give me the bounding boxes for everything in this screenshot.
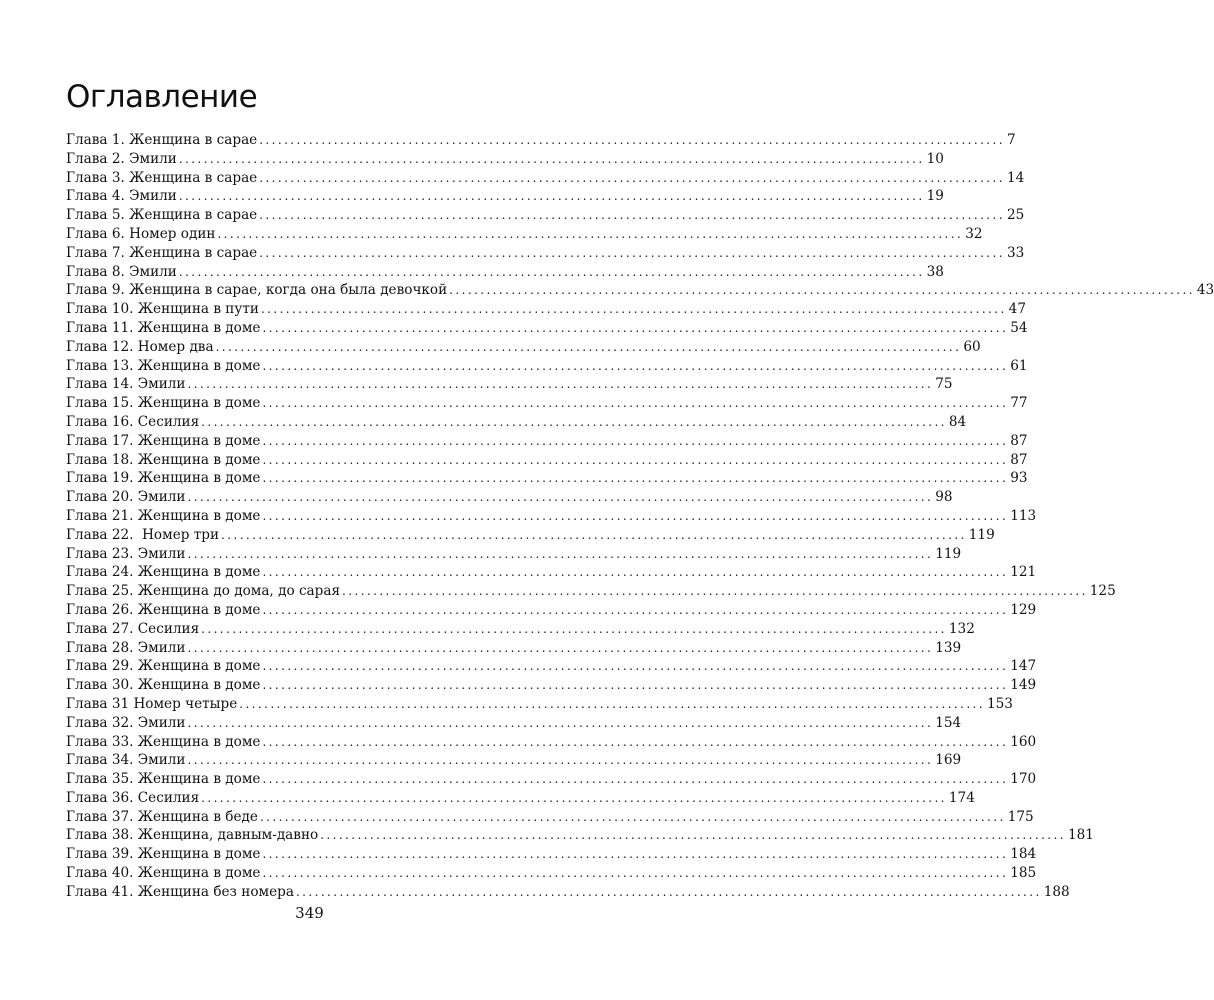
toc-entry bbox=[66, 187, 944, 206]
toc-leader-dots: ........................................................................................................................ bbox=[262, 772, 1009, 787]
toc-entry-page: 139 bbox=[935, 639, 962, 656]
toc-entry-label: Глава 38. Женщина, давным-давно bbox=[66, 827, 319, 844]
toc-leader-dots: ........................................................................................................................ bbox=[259, 170, 1005, 185]
toc-entry-label: Глава 2. Эмили bbox=[66, 150, 177, 167]
toc-entry-label: Глава 18. Женщина в доме bbox=[66, 451, 261, 468]
toc-leader-dots: ........................................................................................................................ bbox=[187, 715, 934, 730]
toc-entry-label: Глава 13. Женщина в доме bbox=[66, 357, 261, 374]
toc-entry bbox=[66, 338, 981, 357]
toc-entry-page: 147 bbox=[1010, 658, 1037, 675]
toc-entry-page: 160 bbox=[1010, 733, 1037, 750]
toc-entry-page: 77 bbox=[1010, 395, 1028, 412]
toc-entry bbox=[66, 300, 1026, 319]
toc-entry bbox=[66, 244, 1025, 263]
toc-leader-dots: ........................................................................................................................ bbox=[201, 414, 947, 429]
toc-entry-page: 33 bbox=[1006, 244, 1025, 261]
toc-entry bbox=[66, 169, 1025, 188]
toc-leader-dots: ........................................................................................................................ bbox=[201, 790, 947, 805]
toc-entry bbox=[66, 451, 1028, 470]
toc-entry-label: Глава 9. Женщина в сарае, когда она была девочкой bbox=[66, 282, 448, 299]
toc-entry-page: 121 bbox=[1010, 564, 1037, 581]
toc-entry bbox=[66, 225, 983, 244]
toc-entry-label: Глава 15. Женщина в доме bbox=[66, 395, 261, 412]
toc-entry-label: Глава 40. Женщина в доме bbox=[66, 865, 261, 882]
toc-leader-dots: ........................................................................................................................ bbox=[239, 696, 985, 711]
toc-entry bbox=[66, 864, 1037, 883]
toc-leader-dots: ........................................................................................................................ bbox=[262, 320, 1009, 335]
toc-entry bbox=[66, 319, 1028, 338]
toc-entry bbox=[66, 563, 1037, 582]
toc-entry-label: Глава 20. Эмили bbox=[66, 489, 186, 506]
toc-entry bbox=[66, 845, 1037, 864]
toc-entry-page: 38 bbox=[926, 263, 944, 280]
toc-leader-dots: ........................................................................................................................ bbox=[178, 151, 925, 166]
toc-entry bbox=[66, 714, 962, 733]
toc-entry-page: 60 bbox=[963, 338, 981, 355]
toc-entry-page: 174 bbox=[948, 789, 975, 806]
toc-leader-dots: ........................................................................................................................ bbox=[259, 809, 1006, 824]
toc-entry-page: 170 bbox=[1010, 771, 1037, 788]
toc-leader-dots: ........................................................................................................................ bbox=[262, 433, 1009, 448]
toc-entry bbox=[66, 733, 1037, 752]
toc-leader-dots: ........................................................................................................................ bbox=[259, 133, 1005, 147]
toc-entry-label: Глава 22. Номер три bbox=[66, 526, 220, 543]
toc-entry-page: 154 bbox=[935, 714, 962, 731]
toc-leader-dots: ........................................................................................................................ bbox=[262, 452, 1009, 467]
toc-entry-page: 84 bbox=[948, 413, 967, 430]
toc-entry bbox=[66, 469, 1028, 488]
toc-leader-dots: ........................................................................................................................ bbox=[262, 847, 1009, 862]
toc-entry-page: 25 bbox=[1006, 207, 1025, 224]
toc-entry-page: 47 bbox=[1008, 301, 1026, 318]
toc-entry bbox=[66, 281, 1214, 300]
toc-entry bbox=[66, 808, 1034, 827]
toc-entry bbox=[66, 620, 975, 639]
page-title: Оглавление bbox=[66, 79, 258, 115]
toc-leader-dots: ........................................................................................................................ bbox=[221, 527, 967, 542]
toc-entry-page: 19 bbox=[926, 188, 944, 205]
toc-entry-label: Глава 35. Женщина в доме bbox=[66, 771, 261, 788]
toc-entry-page: 75 bbox=[935, 376, 953, 393]
toc-entry-page: 7 bbox=[1006, 132, 1016, 148]
toc-entry bbox=[66, 432, 1028, 451]
toc-entry-page: 93 bbox=[1010, 470, 1028, 487]
toc-entry-label: Глава 27. Сесилия bbox=[66, 620, 200, 637]
toc-entry bbox=[66, 639, 962, 658]
toc-entry-label: Глава 17. Женщина в доме bbox=[66, 432, 261, 449]
toc-entry-label: Глава 19. Женщина в доме bbox=[66, 470, 261, 487]
toc-entry bbox=[66, 789, 975, 808]
toc-entry-page: 119 bbox=[968, 526, 995, 543]
toc-entry-label: Глава 24. Женщина в доме bbox=[66, 564, 261, 581]
toc-leader-dots: ........................................................................................................................ bbox=[217, 226, 964, 241]
toc-entry-label: Глава 1. Женщина в сарае bbox=[66, 132, 258, 148]
toc-entry-page: 169 bbox=[935, 752, 962, 769]
toc-leader-dots: ........................................................................................................................ bbox=[262, 396, 1009, 411]
toc-entry bbox=[66, 883, 1070, 902]
toc-entry-page: 87 bbox=[1010, 451, 1028, 468]
toc-leader-dots: ........................................................................................................................ bbox=[262, 508, 1009, 523]
toc-leader-dots: ........................................................................................................................ bbox=[187, 753, 934, 768]
toc-leader-dots: ........................................................................................................................ bbox=[178, 264, 925, 279]
toc-entry bbox=[66, 751, 962, 770]
toc-entry-page: 43 bbox=[1196, 282, 1214, 299]
toc-leader-dots: ........................................................................................................................ bbox=[259, 245, 1005, 260]
toc-entry-page: 32 bbox=[965, 225, 983, 242]
toc-entry bbox=[66, 657, 1037, 676]
toc-entry-page: 119 bbox=[935, 545, 962, 562]
toc-entry-label: Глава 29. Женщина в доме bbox=[66, 658, 261, 675]
toc-entry bbox=[66, 413, 967, 432]
toc-leader-dots: ........................................................................................................................ bbox=[262, 866, 1009, 881]
toc-leader-dots: ........................................................................................................................ bbox=[262, 471, 1009, 486]
toc-entry bbox=[66, 375, 953, 394]
toc-entry-label: Глава 11. Женщина в доме bbox=[66, 319, 261, 336]
toc-entry-page: 175 bbox=[1007, 808, 1034, 825]
toc-entry bbox=[66, 507, 1037, 526]
toc-entry bbox=[66, 263, 944, 282]
toc-entry-page: 125 bbox=[1089, 583, 1116, 600]
toc-entry bbox=[66, 526, 995, 545]
toc-leader-dots: ........................................................................................................................ bbox=[260, 302, 1007, 317]
toc-entry-page: 185 bbox=[1010, 865, 1037, 882]
toc-entry-page: 87 bbox=[1010, 432, 1028, 449]
toc-entry bbox=[66, 770, 1037, 789]
toc-entry-page: 153 bbox=[986, 695, 1013, 712]
toc-entry-page: 132 bbox=[948, 620, 975, 637]
toc-entry-page: 129 bbox=[1010, 601, 1037, 618]
toc-entry-label: Глава 28. Эмили bbox=[66, 639, 186, 656]
toc-leader-dots: ........................................................................................................................ bbox=[262, 659, 1009, 674]
toc-leader-dots: ........................................................................................................................ bbox=[295, 884, 1042, 899]
toc-entry-page: 61 bbox=[1010, 357, 1028, 374]
toc-entry-label: Глава 21. Женщина в доме bbox=[66, 507, 261, 524]
table-of-contents bbox=[66, 131, 1214, 902]
toc-entry-label: Глава 10. Женщина в пути bbox=[66, 301, 259, 318]
toc-leader-dots: ........................................................................................................................ bbox=[342, 584, 1088, 599]
toc-leader-dots: ........................................................................................................................ bbox=[262, 734, 1009, 749]
toc-entry-label: Глава 12. Номер два bbox=[66, 338, 214, 355]
toc-entry-label: Глава 26. Женщина в доме bbox=[66, 601, 261, 618]
toc-entry bbox=[66, 394, 1028, 413]
page-number: 349 bbox=[295, 904, 324, 922]
toc-entry-label: Глава 32. Эмили bbox=[66, 714, 186, 731]
toc-leader-dots: ........................................................................................................................ bbox=[201, 621, 947, 636]
toc-entry-label: Глава 31 Номер четыре bbox=[66, 695, 238, 712]
toc-entry-page: 184 bbox=[1010, 846, 1037, 863]
toc-leader-dots: ........................................................................................................................ bbox=[262, 358, 1009, 373]
toc-leader-dots: ........................................................................................................................ bbox=[449, 283, 1195, 298]
toc-entry-label: Глава 8. Эмили bbox=[66, 263, 177, 280]
toc-entry-page: 181 bbox=[1067, 827, 1094, 844]
toc-entry bbox=[66, 601, 1037, 620]
toc-leader-dots: ........................................................................................................................ bbox=[259, 208, 1005, 223]
toc-entry bbox=[66, 131, 1016, 150]
toc-entry-label: Глава 7. Женщина в сарае bbox=[66, 244, 258, 261]
toc-entry-label: Глава 37. Женщина в беде bbox=[66, 808, 258, 825]
toc-entry-page: 113 bbox=[1010, 507, 1037, 524]
toc-entry bbox=[66, 488, 953, 507]
toc-entry bbox=[66, 150, 944, 169]
toc-leader-dots: ........................................................................................................................ bbox=[262, 602, 1009, 617]
toc-entry-label: Глава 30. Женщина в доме bbox=[66, 677, 261, 694]
toc-leader-dots: ........................................................................................................................ bbox=[262, 565, 1009, 580]
toc-leader-dots: ........................................................................................................................ bbox=[187, 546, 934, 561]
toc-entry bbox=[66, 545, 962, 564]
toc-entry-page: 149 bbox=[1010, 677, 1037, 694]
toc-entry-label: Глава 6. Номер один bbox=[66, 225, 216, 242]
toc-entry-page: 10 bbox=[926, 150, 944, 167]
toc-entry-label: Глава 4. Эмили bbox=[66, 188, 177, 205]
toc-entry-page: 188 bbox=[1043, 883, 1070, 900]
toc-entry-page: 14 bbox=[1006, 169, 1025, 186]
toc-leader-dots: ........................................................................................................................ bbox=[320, 828, 1066, 843]
toc-entry bbox=[66, 206, 1025, 225]
toc-leader-dots: ........................................................................................................................ bbox=[178, 189, 925, 204]
toc-leader-dots: ........................................................................................................................ bbox=[262, 678, 1009, 693]
toc-entry-label: Глава 39. Женщина в доме bbox=[66, 846, 261, 863]
toc-entry bbox=[66, 582, 1116, 601]
toc-entry-label: Глава 36. Сесилия bbox=[66, 789, 200, 806]
toc-entry bbox=[66, 826, 1094, 845]
toc-entry bbox=[66, 695, 1013, 714]
toc-leader-dots: ........................................................................................................................ bbox=[215, 339, 962, 354]
toc-entry-label: Глава 23. Эмили bbox=[66, 545, 186, 562]
toc-entry-page: 98 bbox=[935, 489, 953, 506]
toc-entry-label: Глава 33. Женщина в доме bbox=[66, 733, 261, 750]
toc-entry-page: 54 bbox=[1010, 319, 1028, 336]
toc-entry-label: Глава 5. Женщина в сарае bbox=[66, 207, 258, 224]
toc-entry-label: Глава 41. Женщина без номера bbox=[66, 883, 294, 900]
toc-entry bbox=[66, 357, 1028, 376]
toc-entry bbox=[66, 676, 1037, 695]
toc-entry-label: Глава 14. Эмили bbox=[66, 376, 186, 393]
toc-entry-label: Глава 16. Сесилия bbox=[66, 413, 200, 430]
toc-entry-label: Глава 3. Женщина в сарае bbox=[66, 169, 258, 186]
toc-leader-dots: ........................................................................................................................ bbox=[187, 640, 934, 655]
toc-leader-dots: ........................................................................................................................ bbox=[187, 377, 934, 392]
toc-entry-label: Глава 25. Женщина до дома, до сарая bbox=[66, 583, 341, 600]
toc-leader-dots: ........................................................................................................................ bbox=[187, 490, 934, 505]
toc-entry-label: Глава 34. Эмили bbox=[66, 752, 186, 769]
